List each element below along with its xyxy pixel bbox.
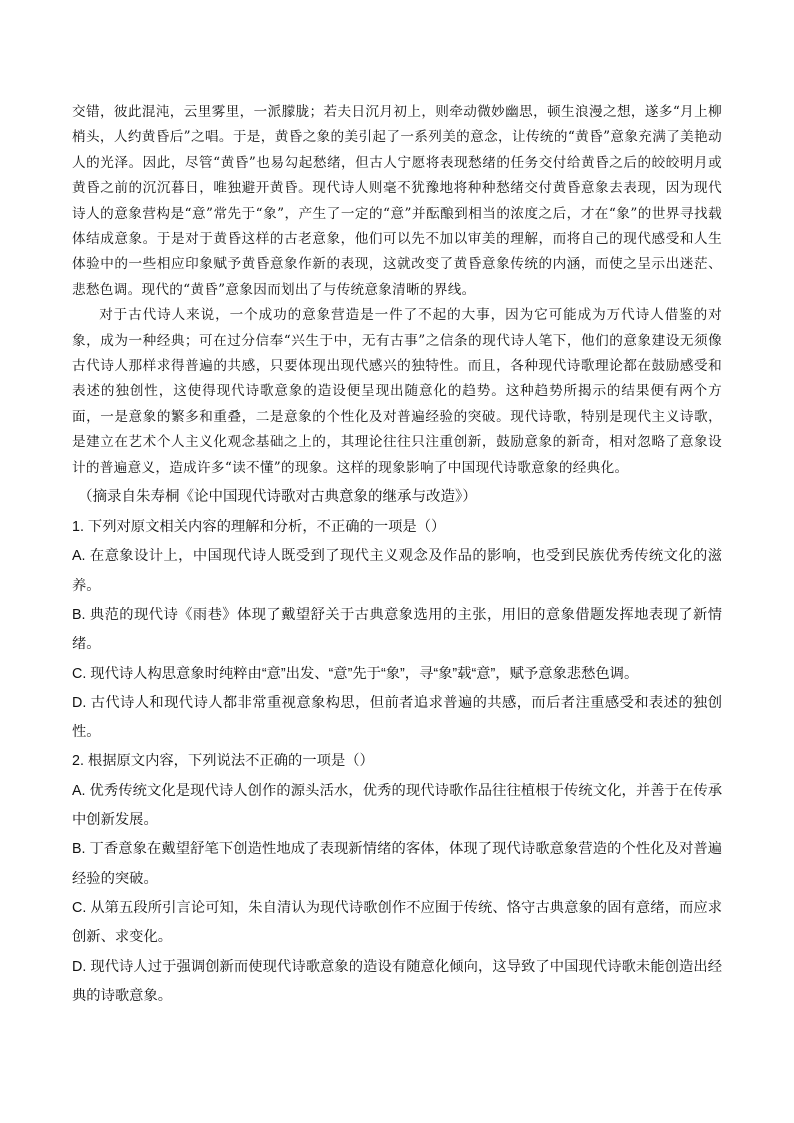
option-b: B. 典范的现代诗《雨巷》体现了戴望舒关于古典意象选用的主张，用旧的意象借题发挥地表现了新情绪。 [72, 606, 722, 653]
document-body [72, 100, 722, 1011]
question-stem: 2. 根据原文内容，下列说法不正确的一项是（） [72, 753, 374, 770]
question-2 [72, 747, 722, 1011]
option-b: B. 丁香意象在戴望舒笔下创造性地成了表现新情绪的客体，体现了现代诗歌意象营造的个性化及对普遍经验的突破。 [72, 841, 722, 887]
option-a: A. 优秀传统文化是现代诗人创作的源头活水，优秀的现代诗歌作品往往植根于传统文化，并善于在传承中创新发展。 [72, 782, 722, 829]
passage-paragraph-1: 交错，彼此混沌，云里雾里，一派朦胧；若夫日沉月初上，则牵动微妙幽思，顿生浪漫之想，遂多“月上柳梢头，人约黄昏后”之唱。于是，黄昏之象的美引起了一系列美的意念，让传统的“黄昏”意象充满了美艳动人的光泽。因此，尽管“黄昏”也易勾起愁绪，但古人宁愿将表现愁绪的任务交付给黄昏之后的皎皎明月或黄昏之前的沉沉暮日，唯独避开黄昏。现代诗人则毫不犹豫地将种种愁绪交付黄昏意象去表现，因为现代诗人的意象营构是“意”常先于“象”，产生了一定的“意”并酝酿到相当的浓度之后，才在“象”的世界寻找载体结成意象。于是对于黄昏这样的古老意象，他们可以先不加以审美的理解，而将自己的现代感受和人生体验中的一些相应印象赋予黄昏意象作新的表现，这就改变了黄昏意象传统的内涵，而使之呈示出迷茫、悲愁色调。现代的“黄昏”意象因而划出了与传统意象清晰的界线。 [72, 104, 722, 298]
source-citation: （摘录自朱寿桐《论中国现代诗歌对古典意象的继承与改造》） [78, 489, 477, 506]
option-d: D. 现代诗人过于强调创新而使现代诗歌意象的造设有随意化倾向，这导致了中国现代诗歌未能创造出经典的诗歌意象。 [72, 958, 722, 1004]
option-a: A. 在意象设计上，中国现代诗人既受到了现代主义观念及作品的影响，也受到民族优秀传统文化的滋养。 [72, 548, 722, 594]
question-list [72, 513, 722, 1011]
option-c: C. 从第五段所引言论可知，朱自清认为现代诗歌创作不应囿于传统、恪守古典意象的固有意绪，而应求创新、求变化。 [72, 899, 722, 946]
question-1 [72, 513, 722, 747]
passage-paragraph-2: 对于古代诗人来说，一个成功的意象营造是一件了不起的大事，因为它可能成为万代诗人借鉴的对象，成为一种经典；可在过分信奉“兴生于中，无有古事”之信条的现代诗人笔下，他们的意象建设无须像古代诗人那样求得普遍的共感，只要体现出现代感兴的独特性。而且，各种现代诗歌理论都在鼓励感受和表述的独创性，这使得现代诗歌意象的造设便呈现出随意化的趋势。这种趋势所揭示的结果便有两个方面，一是意象的繁多和重叠，二是意象的个性化及对普遍经验的突破。现代诗歌，特别是现代主义诗歌，是建立在艺术个人主义化观念基础之上的，其理论往往只注重创新，鼓励意象的新奇，相对忽略了意象设计的普遍意义，造成许多“读不懂”的现象。这样的现象影响了中国现代诗歌意象的经典化。 [72, 307, 722, 476]
question-stem: 1. 下列对原文相关内容的理解和分析，不正确的一项是（） [72, 519, 446, 536]
option-c: C. 现代诗人构思意象时纯粹由“意”出发、“意”先于“象”，寻“象”载“意”，赋予意象悲愁色调。 [72, 665, 639, 682]
option-d: D. 古代诗人和现代诗人都非常重视意象构思，但前者追求普遍的共感，而后者注重感受和表述的独创性。 [72, 694, 722, 741]
